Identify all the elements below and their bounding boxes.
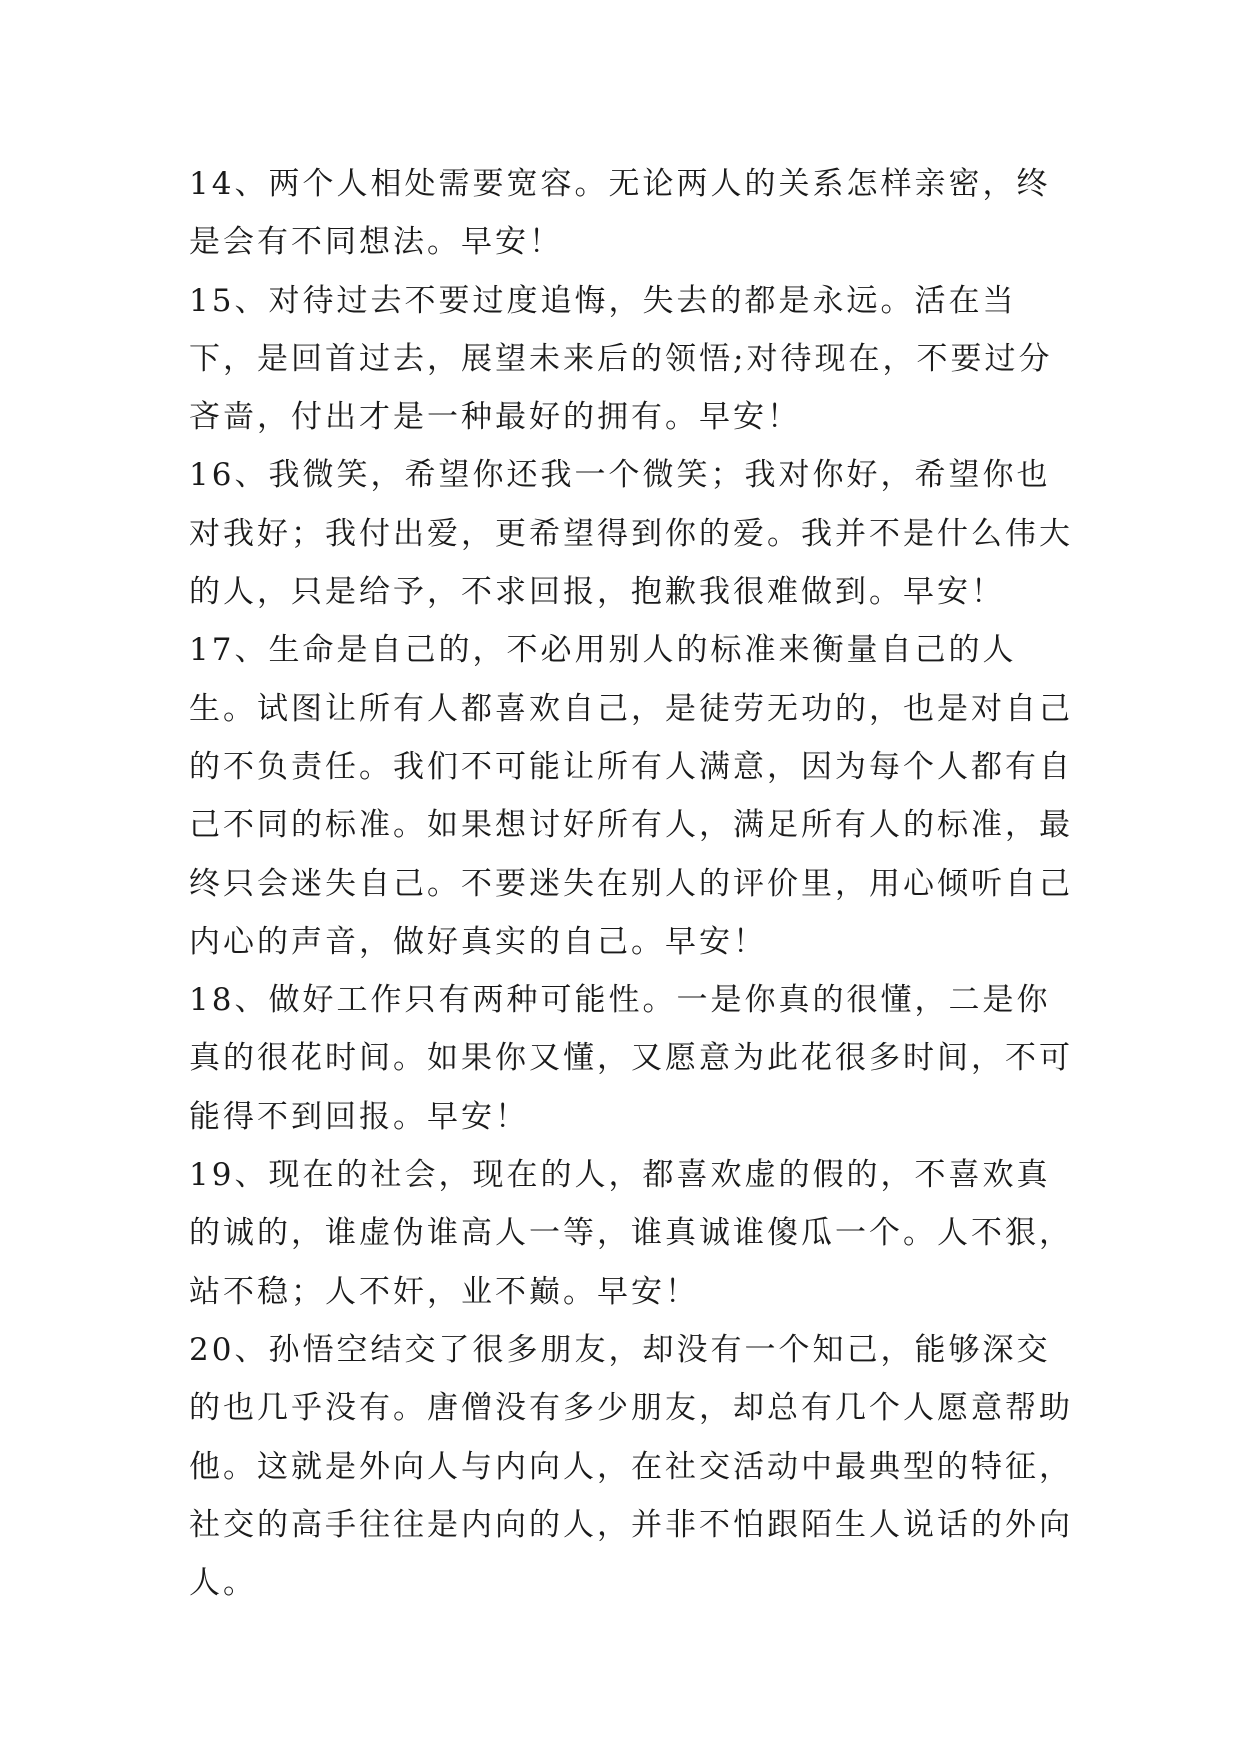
paragraph-item-14: 14、两个人相处需要宽容。无论两人的关系怎样亲密，终是会有不同想法。早安！ (189, 166, 1051, 261)
paragraph-item-20: 20、孙悟空结交了很多朋友，却没有一个知己，能够深交的也几乎没有。唐僧没有多少朋友，却总有几个人愿意帮助他。这就是外向人与内向人，在社交活动中最典型的特征，社交的高手往往是内向的人，并非不怕跟陌生人说话的外向人。 (189, 1331, 1073, 1602)
paragraph-item-19: 19、现在的社会，现在的人，都喜欢虚的假的，不喜欢真的诚的，谁虚伪谁高人一等，谁真诚谁傻瓜一个。人不狠，站不稳；人不奸，业不巅。早安！ (189, 1157, 1073, 1310)
paragraph-item-18: 18、做好工作只有两种可能性。一是你真的很懂，二是你真的很花时间。如果你又懂，又愿意为此花很多时间，不可能得不到回报。早安！ (189, 982, 1073, 1135)
paragraph-item-15: 15、对待过去不要过度追悔，失去的都是永远。活在当下，是回首过去，展望未来后的领悟;对待现在，不要过分吝啬，付出才是一种最好的拥有。早安！ (189, 282, 1053, 436)
paragraph-item-16: 16、我微笑，希望你还我一个微笑；我对你好，希望你也对我好；我付出爱，更希望得到你的爱。我并不是什么伟大的人，只是给予，不求回报，抱歉我很难做到。早安！ (189, 457, 1073, 611)
paragraph-item-17: 17、生命是自己的，不必用别人的标准来衡量自己的人生。试图让所有人都喜欢自己，是徒劳无功的，也是对自己的不负责任。我们不可能让所有人满意，因为每个人都有自己不同的标准。如果想讨好所有人，满足所有人的标准，最终只会迷失自己。不要迷失在别人的评价里，用心倾听自己内心的声音，做好真实的自己。早安！ (189, 632, 1073, 960)
document-body (189, 155, 1079, 1612)
